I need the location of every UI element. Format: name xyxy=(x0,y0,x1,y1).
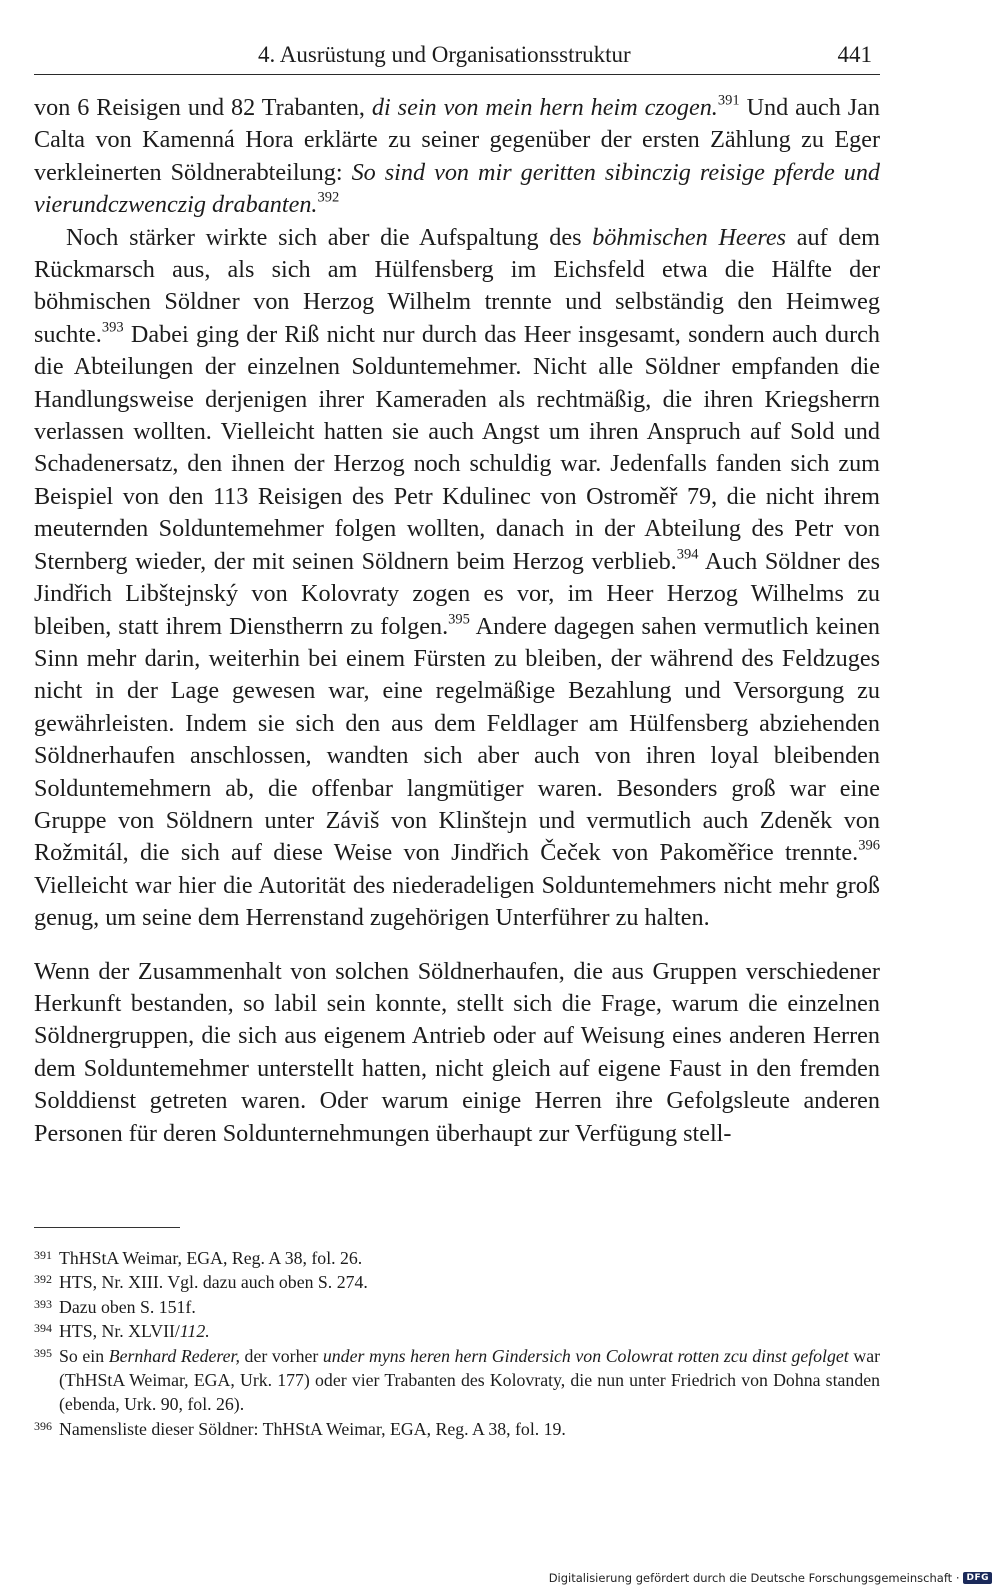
text-run: von 6 Reisigen und 82 Trabanten, xyxy=(34,94,372,121)
footnote-number: 394 xyxy=(34,1321,52,1336)
quote-italic: di sein von mein hern heim czogen. xyxy=(371,94,718,121)
main-text xyxy=(34,92,880,1150)
paragraph-1 xyxy=(34,92,880,222)
footnote-ref: 392 xyxy=(317,189,340,206)
dfg-logo-icon: DFG xyxy=(963,1572,992,1584)
footnote-text: Dazu oben S. 151f. xyxy=(59,1296,196,1317)
footnote-394 xyxy=(34,1319,880,1343)
footnote-text: Namensliste dieser Söldner: ThHStA Weimar, EGA, Reg. A 38, fol. 19. xyxy=(59,1418,566,1439)
chapter-title: 4. Ausrüstung und Organisationsstruktur xyxy=(258,42,631,67)
footnote-number: 396 xyxy=(34,1418,52,1433)
footnote-ref: 396 xyxy=(858,837,880,854)
footnote-ref: 391 xyxy=(717,92,740,109)
text-run: Und auch Jan Calta von Kamenná Hora erklärte zu seiner gegenüber der ersten Zählung zu Eger verkleinerten Söldnerabteilung: xyxy=(34,94,880,186)
footnote-text: war (ThHStA Weimar, EGA, Urk. 177) oder vier Trabanten des Kolovraty, die nun unter Friedrich von Dohna standen (ebenda, Urk. 90, fol. 26). xyxy=(59,1345,881,1415)
text-run: Andere dagegen sahen vermutlich keinen Sinn mehr darin, weiterhin bei einem Fürsten zu bleiben, der während des Feldzuges nicht in der Lage gewesen war, eine regelmäßige Bezahlung und Versorgung zu gewährleisten. Indem sie sich den aus dem Feldlager am Hülfensberg abziehenden Söldnerhaufen anschlossen, wandten sich aber auch von ihren loyal bleibenden Solduntemehmern ab, die offenbar langmütiger waren. Besonders groß war eine Gruppe von Söldnern unter Záviš von Klinštejn und vermutlich auch Zdeněk von Rožmitál, die sich auf diese Weise von Jindřich Čeček von Pakoměřice trennte. xyxy=(34,612,880,867)
footnote-391 xyxy=(34,1246,880,1270)
text-run: Noch stärker wirkte sich aber die Aufspaltung des xyxy=(66,223,593,251)
text-run: auf dem Rückmarsch aus, als sich am Hülfensberg im Eichsfeld etwa die Hälfte der böhmischen Söldner von Herzog Wilhelm trennte und selbständig den Heimweg suchte. xyxy=(34,223,880,348)
paragraph-3: Wenn der Zusammenhalt von solchen Söldnerhaufen, die aus Gruppen verschiedener Herkunft bestanden, so labil sein konnte, stellt sich die Frage, warum die einzelnen Söldnergruppen, die sich aus eigenem Antrieb oder auf Weisung eines anderen Herren dem Solduntemehmer unterstellt hatten, nicht gleich auf eigene Faust in den fremden Solddienst getreten waren. Oder warum einige Herren ihre Gefolgsleute anderen Personen für deren Soldunternehmungen überhaupt zur Verfügung stell- xyxy=(34,957,880,1147)
footnote-ref: 394 xyxy=(676,546,699,563)
footnote-number: 392 xyxy=(34,1272,52,1287)
footnote-divider xyxy=(34,1227,180,1228)
quote-italic: So sind von mir geritten sibinczig reisige pferde und vierundczwenczig drabanten. xyxy=(34,158,881,219)
running-header xyxy=(34,36,880,75)
footnote-text: HTS, Nr. XIII. Vgl. dazu auch oben S. 274. xyxy=(59,1272,368,1293)
digitization-credit xyxy=(549,1571,992,1585)
footnote-number: 395 xyxy=(34,1345,52,1360)
paragraph-2 xyxy=(34,222,880,935)
term-italic: böhmischen Heeres xyxy=(592,223,787,251)
footnote-396 xyxy=(34,1417,880,1441)
page-number: 441 xyxy=(837,42,872,67)
footnotes xyxy=(34,1246,880,1441)
text-run: Dabei ging der Riß nicht nur durch das Heer insgesamt, sondern auch durch die Abteilungen der einzelnen Solduntemehmer. Nicht alle Söldner empfanden die Handlungsweise derjenigen ihrer Kameraden als rechtmäßig, die ihren Kriegsherrn verlassen wollten. Vielleicht hatten sie auch Angst um ihren Anspruch auf Sold und Schadenersatz, den ihnen der Herzog noch schuldig war. Jedenfalls fanden sich zum Beispiel von den 113 Reisigen des Petr Kdulinec von Ostroměř 79, die nicht ihrem meuternden Solduntemehmer folgen wollten, danach in der Abteilung des Petr von Sternberg wieder, der mit seinen Söldnern beim Herzog verblieb. xyxy=(34,320,880,575)
footnote-text: ThHStA Weimar, EGA, Reg. A 38, fol. 26. xyxy=(59,1248,363,1268)
footnote-number: 391 xyxy=(34,1248,52,1262)
footnote-392 xyxy=(34,1270,880,1294)
footnote-395 xyxy=(34,1344,880,1417)
footnote-393 xyxy=(34,1295,880,1319)
footnote-ref: 395 xyxy=(448,611,470,628)
text-run: Auch Söldner des Jindřich Libštejnský von Kolovraty zogen es vor, im Heer Herzog Wilhelms zu bleiben, statt ihrem Dienstherrn zu folgen. xyxy=(34,547,880,640)
footnote-ref: 393 xyxy=(101,319,124,336)
footnote-number: 393 xyxy=(34,1296,52,1311)
footnote-italic: under myns heren hern Gindersich von Colowrat rotten zcu dinst gefolget xyxy=(322,1345,849,1366)
text-run: Vielleicht war hier die Autorität des niederadeligen Solduntemehmers nicht mehr groß genug, um seine dem Herrenstand zugehörigen Unterführer zu halten. xyxy=(34,871,880,932)
credit-text: Digitalisierung gefördert durch die Deutsche Forschungsgemeinschaft · xyxy=(548,1571,960,1585)
footnote-text: der vorher xyxy=(239,1345,323,1366)
footnote-italic: Bernhard Rederer, xyxy=(108,1345,240,1366)
footnote-text: So ein xyxy=(59,1345,109,1366)
footnote-text: HTS, Nr. XLVII/ xyxy=(59,1321,180,1342)
footnote-italic: 112. xyxy=(179,1321,210,1342)
